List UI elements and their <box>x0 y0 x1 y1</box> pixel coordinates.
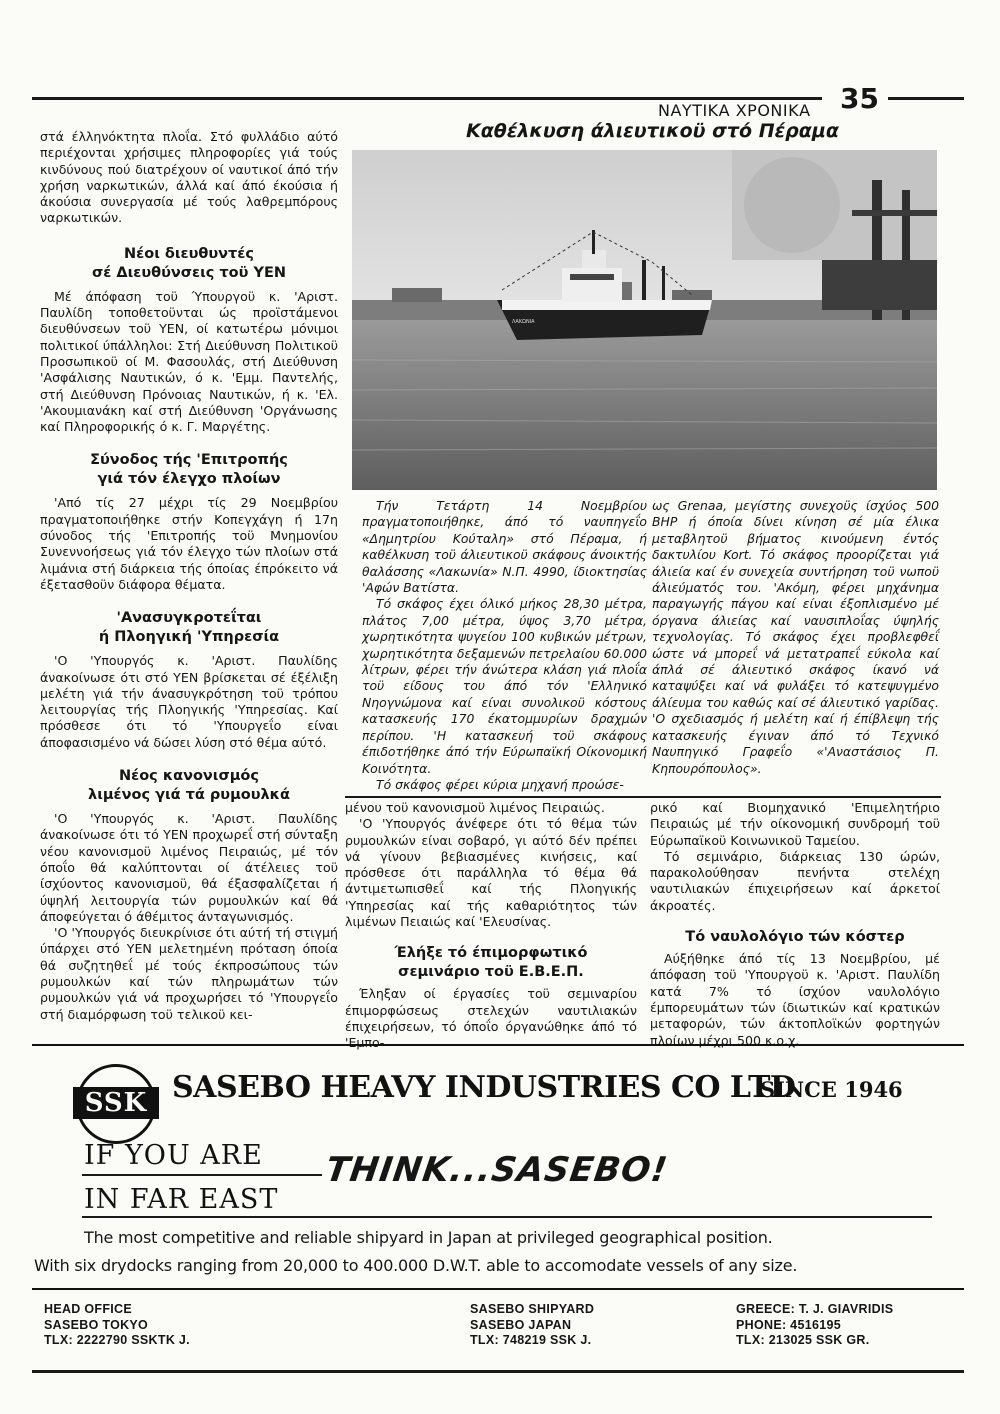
company-name: SASEBO HEAVY INDUSTRIES CO LTD <box>172 1070 796 1105</box>
sasebo-advertisement <box>32 1044 964 1290</box>
column-1 <box>40 129 338 1023</box>
caption-rule <box>345 796 941 798</box>
ssk-logo-text: SSK <box>73 1087 159 1119</box>
ship-launch-illustration <box>352 150 937 490</box>
contact-head-office <box>44 1302 190 1349</box>
ship-launch-photo <box>352 150 937 490</box>
contact-1-line-1: HEAD OFFICE <box>44 1302 133 1316</box>
contact-1-line-2: SASEBO TOKYO <box>44 1317 149 1332</box>
body-seminar: Έληξαν οί έργασίες τοϋ σεμιναρίου έπιμορφώσεως στελεχών ναυτιλιακών έπιχειρήσεων, τό όποΐο όργανώθηκε άπό τό 'Εμπο- <box>345 986 637 1051</box>
heading-pilot-service-1: 'Ανασυγκροτεΐται <box>116 610 262 627</box>
heading-seminar-2: σεμινάριο τοϋ Ε.Β.Ε.Π. <box>398 964 584 981</box>
heading-coaster-freight: Τό ναυλολόγιο τών κόστερ <box>685 929 905 946</box>
heading-committee-2: γιά τόν έλεγχο πλοίων <box>97 471 281 488</box>
body-new-directors: Μέ άπόφαση τοϋ Ύπουργοϋ κ. 'Αριστ. Παυλίδη τοποθετοϋνται ώς προϊστάμενοι διευθύνσεων τοϋ ΥΕΝ, οί κατωτέρω μόνιμοι πολιτικοί ύπάλληλοι: Στή Διεύθυνση Πολιτικοϋ Προσωπικοϋ οί Μ. Φασουλάς, στή Διεύθυνση 'Ασφάλισης Ναυτικών, ό κ. 'Εμμ. Παντελής, στή Διεύθυνση Πρόνοιας Ναυτικών, ή κ. 'Ελ. 'Ακουμιανάκη καί στή Διεύθυνση 'Οργάνωσης καί Πληροφορικής ό κ. Γ. Μαργέτης. <box>40 288 338 435</box>
column-2 <box>345 800 637 1052</box>
caption-right <box>652 498 939 777</box>
contact-2-line-1: SASEBO SHIPYARD <box>470 1302 595 1316</box>
seminar-continued: ρικό καί Βιομηχανικό 'Επιμελητήριο Πειραιώς μέ τήν οίκονομική συνδρομή τοϋ Εύρωπαϊκοϋ Κοινωνικοϋ Ταμείου. <box>650 800 940 848</box>
magazine-title: ΝΑΥΤΙΚΑ ΧΡΟΝΙΚΑ <box>658 101 811 120</box>
ad-line-far-east: IN FAR EAST <box>84 1184 279 1215</box>
heading-seminar-1: Έλήξε τό έπιμορφωτικό <box>394 945 588 962</box>
ship-name-label: ΛΑΚΩΝΙΑ <box>512 319 535 325</box>
header-rule-right <box>888 97 964 100</box>
contact-2-line-3: TLX: 748219 SSK J. <box>470 1333 592 1347</box>
caption-text-3: Τό σκάφος φέρει κύρια μηχανή προώσε- <box>376 776 624 792</box>
caption-text-1: Τήν Τετάρτη 14 Νοεμβρίου πραγματοποιήθηκε, άπό τό ναυπηγεΐο «Δημητρίου Κούταλη» στό Πέραμα, ή καθέλκυση τοϋ άλιευτικοϋ σκάφους άνοικτής θαλάσσης «Λακωνία» Ν.Π. 4990, ίδιοκτησίας 'Αφών Βατίστα. <box>362 498 647 596</box>
contact-shipyard <box>470 1302 594 1349</box>
body-pilot-service: 'Ο 'Υπουργός κ. 'Αριστ. Παυλίδης άνακοίνωσε ότι στό ΥΕΝ βρίσκεται σέ έξέλιξη μελέτη γιά τήν άνασυγκρότηση τοϋ τρόπου λειτουργίας τής Πλοηγικής 'Υπηρεσίας. Καί πρόσθεσε ότι τό 'Υπουργεΐο είναι άποφασισμένο νά δώσει λύση στό θέμα αύτό. <box>40 653 338 750</box>
body-tugboats-2: 'Ο 'Υπουργός διευκρίνισε ότι αύτή τή στιγμή ύπάρχει στό ΥΕΝ μελετημένη πρόταση όποία θά συζητηθεΐ μέ τούς έκπροσώπους τών ρυμουλκών καί τών πληρωμάτων τών ρυμουλκών γιά νά προχωρήσει τό 'Υπουργεΐο στή διαμόρφωση τοϋ τελικοϋ κει- <box>40 925 338 1022</box>
contact-3-line-2: PHONE: 4516195 <box>736 1317 841 1332</box>
heading-pilot-service-2: ή Πλοηγική 'Υπηρεσία <box>98 629 280 646</box>
contact-3-line-3: TLX: 213025 SSK GR. <box>736 1333 870 1347</box>
ad-line-if-you-are: IF YOU ARE <box>84 1140 263 1171</box>
heading-new-directors-1: Νέοι διευθυντές <box>124 245 254 262</box>
body-tugboats-1: 'Ο 'Υπουργός κ. 'Αριστ. Παυλίδης άνακοίνωσε ότι τό ΥΕΝ προχωρεΐ στή σύνταξη νέου κανονισμοϋ λιμένος Πειραιώς, μέ τόν όποΐο θά καλύπτονται οί άτέλειες τοϋ ίσχύοντος κανονισμοϋ, θά έξασφαλίζεται ή ύψηλή λειτουργία τών ρυμουλκών καί θά άποφεύγεται ό άθέμιτος άνταγωνισμός. <box>40 811 338 924</box>
ssk-logo <box>76 1064 156 1144</box>
bottom-rule <box>32 1370 964 1373</box>
ad-tagline-1: The most competitive and reliable shipyard in Japan at privileged geographical position. <box>84 1228 773 1247</box>
tugboats-paragraph: 'Ο 'Υπουργός άνέφερε ότι τό θέμα τών ρυμουλκών είναι σοβαρό, γι αύτό δέν πρέπει νά γίνουν βεβιασμένες κινήσεις, καί πρόσθεσε ότι παράλληλα τό θέμα θά άντιμετωπισθεΐ καί τής Πλοηγικής 'Υπηρεσίας καί τής καθαριότητος τών λιμένων Πειαιώς καί 'Ελευσίνας. <box>345 816 637 930</box>
ad-tagline-2: With six drydocks ranging from 20,000 to 400.000 D.W.T. able to accomodate vessels of any size. <box>34 1256 798 1275</box>
contact-greece <box>736 1302 893 1349</box>
body-committee: 'Από τίς 27 μέχρι τίς 29 Νοεμβρίου πραγματοποιήθηκε στήν Κοπεγχάγη ή 17η σύνοδος τής 'Επιτροπής τοϋ Μνημονίου Συνεννοήσεως γιά τόν έλεγχο τών πλοίων στά λιμάνια στή διάρκεια τής όποίας έπρόκειτο νά έξετασθοϋν διάφορα θέματα. <box>40 495 338 592</box>
column-3 <box>650 800 940 1049</box>
caption-text-2: Τό σκάφος έχει όλικό μήκος 28,30 μέτρα, πλάτος 7,00 μέτρα, ύψος 3,70 μέτρα, χωρητικότητα ψυγείου 100 κυβικών μέτρων, χωρητικότητα δεξαμενών πετρελαίου 60.000 λίτρων, φέρει τήν άνώτερα κλάση γιά πλοΐα τοϋ είδους του άπό τόν 'Ελληνικό Νηογνώμονα καί είναι συνολικοϋ κόστους κατασκευής 170 έκατομμυρίων δραχμών περίπου. 'Η κατασκευή τοϋ σκάφους έπιδοτήθηκε άπό τήν Εύρωπαϊκή Οίκονομική Κοινότητα. <box>362 596 647 776</box>
contact-2-line-2: SASEBO JAPAN <box>470 1317 572 1332</box>
heading-tugboats-2: λιμένος γιά τά ρυμουλκά <box>88 787 290 804</box>
ad-slogan: THINK...SASEBO! <box>323 1150 671 1190</box>
heading-committee-1: Σύνοδος τής 'Επιτροπής <box>90 452 288 469</box>
caption-text-right: ως Grenaa, μεγίστης συνεχοϋς ίσχύος 500 BHP ή όποία δίνει κίνηση σέ μία έλικα μεταβλητοϋ βήματος κινούμενη έντός δακτυλίου Kort. Τό σκάφος προορίζεται γιά άλιεία καί έν συνεχεία συντήρηση τοϋ νωποϋ άλιεύματός του. 'Ακόμη, φέρει μηχάνημα παραγωγής πάγου καί είναι έξοπλισμένο μέ όργανα άλιείας καί ναυσιπλοΐας ύψηλής τεχνολογίας. Τό σκάφος έχει προβλεφθεΐ ώστε νά μπορεΐ νά μετατραπεΐ εύκολα καί άπλά σέ άλιευτικό σκάφος ίκανό νά καταψύξει καί νά φυλάξει τό κατεψυγμένο άλίευμα του καθώς καί σέ άλιευτικό γαρίδας. 'Ο σχεδιασμός ή μελέτη καί ή έπίβλεψη τής κατασκευής έγιναν άπό τό Τεχνικό Ναυπηγικό Γραφεΐο «'Αναστάσιος Π. Κηπουρόπουλος». <box>652 498 939 776</box>
page-number: 35 <box>840 82 879 115</box>
heading-tugboats-1: Νέος κανονισμός <box>119 768 259 785</box>
contact-1-line-3: TLX: 2222790 SSKTK J. <box>44 1333 190 1347</box>
article-title: Καθέλκυση άλιευτικοϋ στό Πέραμα <box>466 120 839 142</box>
intro-text: στά έλληνόκτητα πλοΐα. Στό φυλλάδιο αύτό περιέχονται χρήσιμες πληροφορίες γιά τούς κινδύνους πού διατρέχουν οί ναυτικοί άπό τήν χρήση ναρκωτικών, άλλά καί άπό έκούσια ή άκούσια συνεργασία μέ τούς λαθρεμπόρους ναρκωτικών. <box>40 129 338 226</box>
contact-3-line-1: GREECE: T. J. GIAVRIDIS <box>736 1302 894 1316</box>
header-rule <box>32 97 822 100</box>
tugboats-continued: μένου τοϋ κανονισμοϋ λιμένος Πειραιώς. <box>345 800 605 815</box>
heading-new-directors-2: σέ Διευθύνσεις τοϋ ΥΕΝ <box>91 264 287 281</box>
seminar-paragraph: Τό σεμινάριο, διάρκειας 130 ώρών, παρακολούθησαν πενήντα στελέχη ναυτιλιακών έπιχειρήσεων καί άρκετοί άκροατές. <box>650 848 940 913</box>
company-since: SINCE 1946 <box>760 1077 903 1102</box>
body-coaster-freight: Αύξήθηκε άπό τίς 13 Νοεμβρίου, μέ άπόφαση τοϋ 'Υπουργοϋ κ. 'Αριστ. Παυλίδη κατά 7% τό ίσχύον ναυλολόγιο έμπορευμάτων τών ίδιωτικών καί κρατικών μεταφορών, τών άκτοπλοϊκών φορτηγών πλοίων μέχρι 500 κ.ο.χ. <box>650 951 940 1048</box>
slogan-underline-2 <box>82 1216 932 1218</box>
caption-left <box>362 498 647 793</box>
slogan-underline <box>82 1174 322 1176</box>
